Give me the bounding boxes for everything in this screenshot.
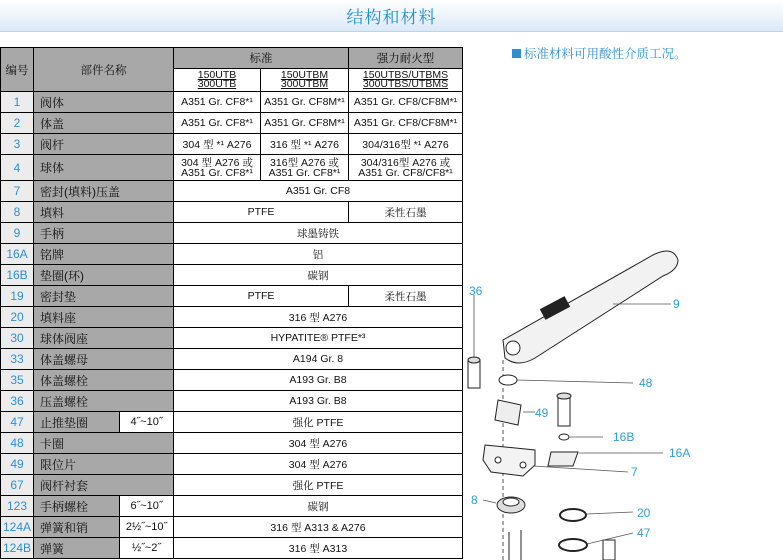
part-number: 16B xyxy=(1,265,34,286)
table-row xyxy=(1,412,463,433)
material-cell: A351 Gr. CF8*¹ xyxy=(174,92,261,113)
part-number: 47 xyxy=(1,412,34,433)
table-body xyxy=(1,92,463,559)
table-row xyxy=(1,265,463,286)
table-row xyxy=(1,391,463,412)
material-cell: 316型 A276 或 A351 Gr. CF8*¹ xyxy=(261,155,349,181)
col-header-utbm: 150UTBM 300UTBM xyxy=(261,69,349,92)
col-header-no: 编号 xyxy=(1,48,34,92)
table-row xyxy=(1,328,463,349)
size-range: 4˝~10˝ xyxy=(120,412,174,433)
material-cell: A351 Gr. CF8/CF8M*¹ xyxy=(349,113,463,134)
material-cell: 304 型 A276 或 A351 Gr. CF8*¹ xyxy=(174,155,261,181)
table-row xyxy=(1,538,463,559)
part-number: 67 xyxy=(1,475,34,496)
material-cell: A351 Gr. CF8*¹ xyxy=(174,113,261,134)
material-cell: 304 型 A276 xyxy=(174,454,463,475)
part-name: 止推垫圈 xyxy=(34,412,120,433)
material-cell: A351 Gr. CF8 xyxy=(174,181,463,202)
callout-20: 20 xyxy=(637,506,651,520)
material-cell: PTFE xyxy=(174,202,349,223)
material-cell: 碳钢 xyxy=(174,265,463,286)
part-number: 124A xyxy=(1,517,34,538)
table-row xyxy=(1,92,463,113)
table-row xyxy=(1,517,463,538)
size-range: 6˝~10˝ xyxy=(120,496,174,517)
part-name: 球体阀座 xyxy=(34,328,174,349)
callout-48: 48 xyxy=(639,376,653,390)
part-name: 阀杆衬套 xyxy=(34,475,174,496)
material-note xyxy=(512,44,687,62)
part-number: 7 xyxy=(1,181,34,202)
col-header-utbs: 150UTBS/UTBMS 300UTBS/UTBMS xyxy=(349,69,463,92)
material-cell: 柔性石墨 xyxy=(349,202,463,223)
part-name: 弹簧 xyxy=(34,538,120,559)
callout-16b: 16B xyxy=(613,430,635,444)
callout-labels xyxy=(463,240,783,560)
table-row xyxy=(1,349,463,370)
table-row xyxy=(1,454,463,475)
part-name: 垫圈(环) xyxy=(34,265,174,286)
callout-36: 36 xyxy=(469,284,483,298)
part-name: 体盖螺栓 xyxy=(34,370,174,391)
material-cell: 铝 xyxy=(174,244,463,265)
part-number: 123 xyxy=(1,496,34,517)
material-cell: 316 型 A313 & A276 xyxy=(174,517,463,538)
table-row xyxy=(1,244,463,265)
square-bullet-icon xyxy=(512,49,521,58)
callout-49: 49 xyxy=(535,406,549,420)
material-cell: 强化 PTFE xyxy=(174,412,463,433)
table-row xyxy=(1,475,463,496)
table-row xyxy=(1,113,463,134)
col-header-standard: 标准 xyxy=(174,48,349,69)
col-header-fireproof: 强力耐火型 xyxy=(349,48,463,69)
page-title: 结构和材料 xyxy=(346,8,437,28)
material-cell: A351 Gr. CF8M*¹ xyxy=(261,92,349,113)
material-cell: A194 Gr. 8 xyxy=(174,349,463,370)
part-number: 2 xyxy=(1,113,34,134)
part-name: 卡圈 xyxy=(34,433,174,454)
material-cell: 强化 PTFE xyxy=(174,475,463,496)
part-number: 48 xyxy=(1,433,34,454)
part-name: 铭牌 xyxy=(34,244,174,265)
material-cell: 球墨铸铁 xyxy=(174,223,463,244)
note-text: 标准材料可用酸性介质工况。 xyxy=(524,47,687,61)
part-name: 手柄 xyxy=(34,223,174,244)
material-cell: A193 Gr. B8 xyxy=(174,370,463,391)
part-name: 填料 xyxy=(34,202,174,223)
material-cell: 316 型 *¹ A276 xyxy=(261,134,349,155)
material-cell: 304 型 *¹ A276 xyxy=(174,134,261,155)
part-name: 球体 xyxy=(34,155,174,181)
col-header-utb: 150UTB 300UTB xyxy=(174,69,261,92)
material-cell: PTFE xyxy=(174,286,349,307)
material-cell: 304/316型 A276 或 A351 Gr. CF8/CF8*¹ xyxy=(349,155,463,181)
callout-9: 9 xyxy=(673,297,680,311)
part-name: 手柄螺栓 xyxy=(34,496,120,517)
col-header-name: 部件名称 xyxy=(34,48,174,92)
parts-table xyxy=(0,47,463,559)
part-name: 体盖螺母 xyxy=(34,349,174,370)
material-cell: 碳钢 xyxy=(174,496,463,517)
table-row xyxy=(1,134,463,155)
part-number: 1 xyxy=(1,92,34,113)
part-number: 36 xyxy=(1,391,34,412)
part-number: 30 xyxy=(1,328,34,349)
material-cell: 316 型 A276 xyxy=(174,307,463,328)
part-number: 124B xyxy=(1,538,34,559)
table-row xyxy=(1,370,463,391)
material-cell: 304/316型 *¹ A276 xyxy=(349,134,463,155)
size-range: ½˝~2˝ xyxy=(120,538,174,559)
callout-16a: 16A xyxy=(669,446,691,460)
part-name: 弹簧和销 xyxy=(34,517,120,538)
table-row xyxy=(1,202,463,223)
part-number: 49 xyxy=(1,454,34,475)
material-cell: 柔性石墨 xyxy=(349,286,463,307)
material-cell: HYPATITE® PTFE*³ xyxy=(174,328,463,349)
title-bar xyxy=(0,0,783,32)
part-number: 3 xyxy=(1,134,34,155)
part-number: 20 xyxy=(1,307,34,328)
material-cell: A351 Gr. CF8M*¹ xyxy=(261,113,349,134)
part-name: 阀杆 xyxy=(34,134,174,155)
callout-8: 8 xyxy=(471,493,478,507)
part-name: 填料座 xyxy=(34,307,174,328)
part-number: 4 xyxy=(1,155,34,181)
material-cell: 316 型 A313 xyxy=(174,538,463,559)
callout-47: 47 xyxy=(637,526,651,540)
part-number: 16A xyxy=(1,244,34,265)
table-row xyxy=(1,223,463,244)
table-row xyxy=(1,433,463,454)
part-name: 限位片 xyxy=(34,454,174,475)
part-number: 35 xyxy=(1,370,34,391)
material-cell: 304 型 A276 xyxy=(174,433,463,454)
table-row xyxy=(1,155,463,181)
material-cell: A351 Gr. CF8/CF8M*¹ xyxy=(349,92,463,113)
material-cell: A193 Gr. B8 xyxy=(174,391,463,412)
part-number: 8 xyxy=(1,202,34,223)
size-range: 2½˝~10˝ xyxy=(120,517,174,538)
part-name: 阀体 xyxy=(34,92,174,113)
table-row xyxy=(1,496,463,517)
part-name: 密封(填料)压盖 xyxy=(34,181,174,202)
table-row xyxy=(1,181,463,202)
table-row xyxy=(1,307,463,328)
callout-7: 7 xyxy=(631,465,638,479)
part-name: 压盖螺栓 xyxy=(34,391,174,412)
part-name: 体盖 xyxy=(34,113,174,134)
table-row xyxy=(1,286,463,307)
part-name: 密封垫 xyxy=(34,286,174,307)
part-number: 9 xyxy=(1,223,34,244)
part-number: 19 xyxy=(1,286,34,307)
part-number: 33 xyxy=(1,349,34,370)
